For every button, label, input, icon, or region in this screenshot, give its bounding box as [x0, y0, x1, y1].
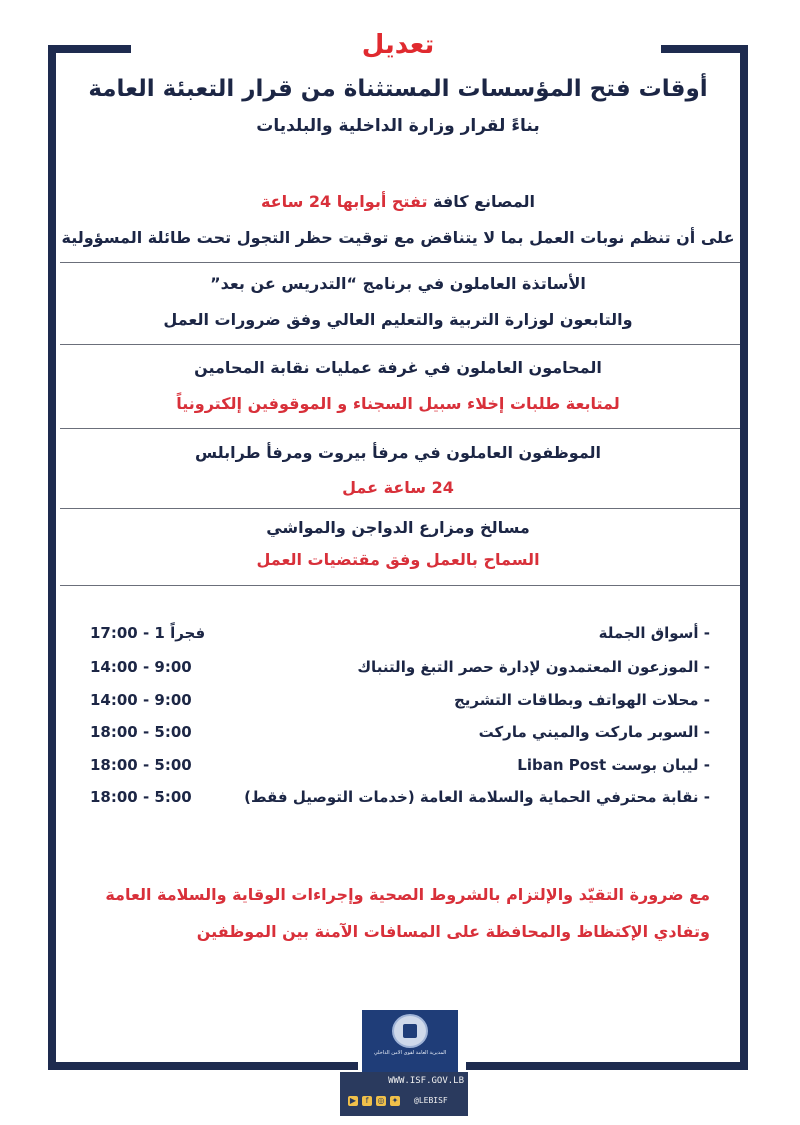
- section-divider: [60, 344, 740, 345]
- section-ports-line1: الموظفون العاملون في مرفأ بيروت ومرفأ طرابلس: [194, 443, 602, 462]
- schedule-row: [90, 691, 710, 715]
- section-ports-line2: 24 ساعة عمل: [342, 478, 454, 497]
- closing-note-line1: مع ضرورة التقيّد والإلتزام بالشروط الصحية وإجراءات الوقاية والسلامة العامة: [105, 885, 710, 904]
- section-divider: [60, 585, 740, 586]
- schedule-label: - السوبر ماركت والميني ماركت: [478, 723, 710, 741]
- schedule-time: 18:00 - 5:00: [90, 756, 192, 774]
- amend-label: تعديل: [361, 30, 435, 60]
- schedule-time: 14:00 - 9:00: [90, 691, 192, 709]
- frame-bottom-right-bar: [466, 1062, 748, 1070]
- section-factories-highlight: تفتح أبوابها 24 ساعة: [260, 192, 428, 211]
- page-title: أوقات فتح المؤسسات المستثناة من قرار التعبئة العامة: [88, 76, 708, 102]
- section-factories-prefix: المصانع كافة: [433, 192, 536, 211]
- schedule-label: - ليبان بوست Liban Post: [517, 756, 710, 774]
- schedule-time: 18:00 - 5:00: [90, 723, 192, 741]
- social-handle[interactable]: @LEBISF: [414, 1096, 448, 1105]
- schedule-time: 17:00 - 1 فجراً: [90, 624, 206, 642]
- schedule-row: [90, 658, 710, 682]
- frame-bottom-left-bar: [48, 1062, 358, 1070]
- schedule-row: [90, 723, 710, 747]
- schedule-row: [90, 624, 710, 648]
- isf-logo: [362, 1010, 458, 1072]
- logo-caption: المديرية العامة لقوى الأمن الداخلي: [373, 1050, 447, 1056]
- schedule-label: - نقابة محترفي الحماية والسلامة العامة (خدمات التوصيل فقط): [244, 788, 710, 806]
- section-poultry-line2: السماح بالعمل وفق مقتضيات العمل: [256, 550, 540, 569]
- section-poultry-line1: مسالخ ومزارع الدواجن والمواشي: [266, 518, 530, 537]
- section-divider: [60, 262, 740, 263]
- section-teachers-line1: الأساتذة العاملون في برنامج “التدريس عن بعد”: [210, 274, 586, 293]
- schedule-label: - الموزعون المعتمدون لإدارة حصر التبغ والتنباك: [357, 658, 710, 676]
- schedule-label: - أسواق الجملة: [598, 624, 710, 642]
- frame-left-bar: [48, 45, 56, 1070]
- twitter-icon[interactable]: ✦: [391, 1096, 399, 1105]
- section-factories-line2: على أن تنظم نوبات العمل بما لا يتناقض مع توقيت حظر التجول تحت طائلة المسؤولية: [61, 228, 735, 247]
- section-lawyers-line1: المحامون العاملون في غرفة عمليات نقابة المحامين: [194, 358, 602, 377]
- facebook-icon[interactable]: f: [362, 1096, 372, 1106]
- frame-right-bar: [740, 45, 748, 1070]
- section-divider: [60, 428, 740, 429]
- section-divider: [60, 508, 740, 509]
- page-subtitle: بناءً لقرار وزارة الداخلية والبلديات: [256, 116, 540, 136]
- closing-note-line2: وتفادي الإكتظاظ والمحافظة على المسافات الآمنة بين الموظفين: [196, 922, 710, 941]
- website-link[interactable]: WWW.ISF.GOV.LB: [388, 1076, 464, 1086]
- section-lawyers-line2: لمتابعة طلبات إخلاء سبيل السجناء و الموقوفين إلكترونياً: [176, 394, 620, 413]
- instagram-icon[interactable]: ◎: [377, 1096, 385, 1105]
- youtube-icon[interactable]: ▶: [349, 1096, 357, 1105]
- schedule-row: [90, 756, 710, 780]
- schedule-label: - محلات الهواتف وبطاقات التشريج: [453, 691, 710, 709]
- section-teachers-line2: والتابعون لوزارة التربية والتعليم العالي وفق ضرورات العمل: [163, 310, 633, 329]
- isf-emblem-icon: [392, 1014, 428, 1048]
- schedule-time: 18:00 - 5:00: [90, 788, 192, 806]
- section-factories-line1: [60, 192, 736, 211]
- schedule-row: [90, 788, 710, 812]
- schedule-time: 14:00 - 9:00: [90, 658, 192, 676]
- social-bar: [340, 1094, 468, 1114]
